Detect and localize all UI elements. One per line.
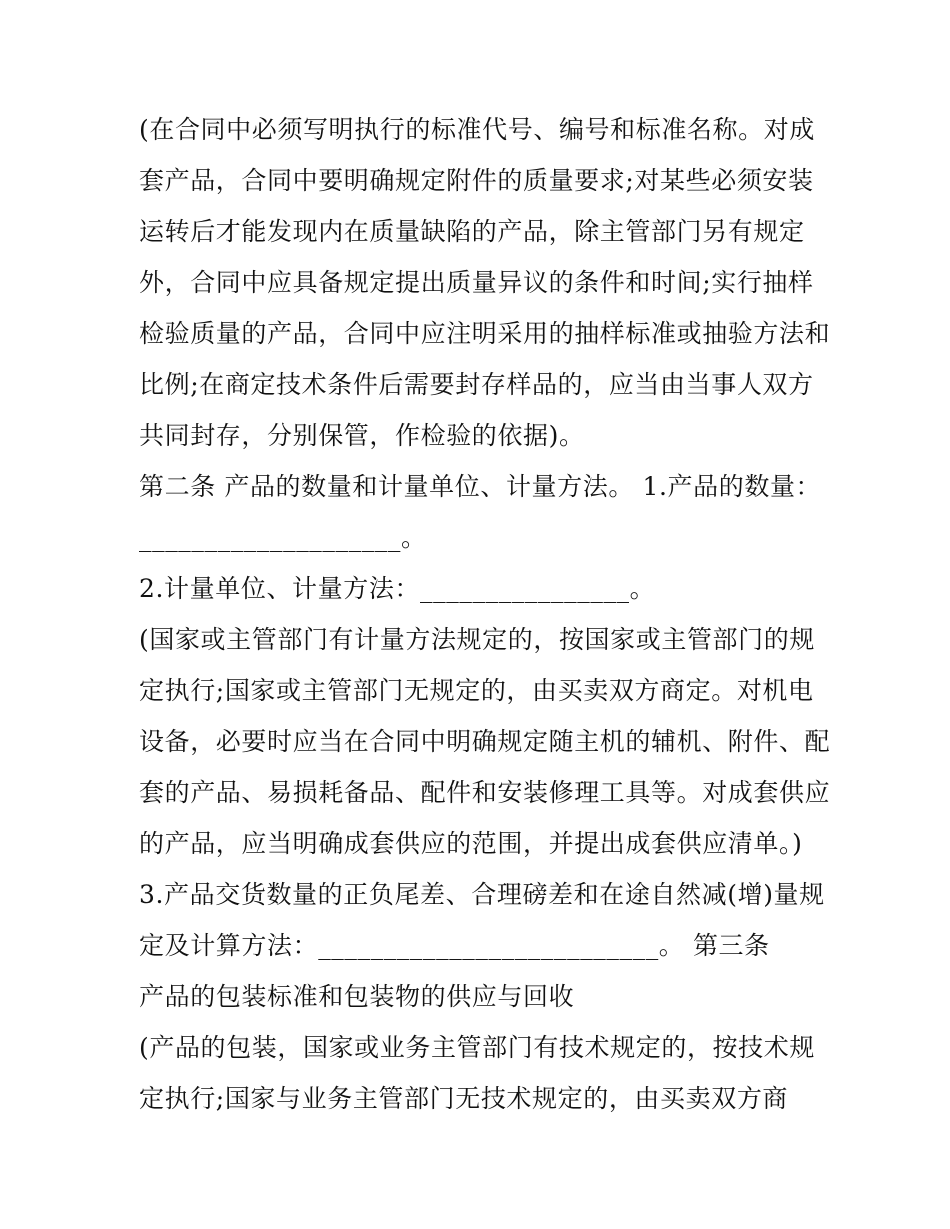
fill-blank-line: ____________________。 <box>139 523 427 552</box>
text-line: 3.产品交货数量的正负尾差、合理磅差和在途自然减(增)量规 <box>139 880 825 909</box>
text-line: (在合同中必须写明执行的标准代号、编号和标准名称。对成 <box>139 115 815 144</box>
section-heading: 第二条 产品的数量和计量单位、计量方法。 1.产品的数量： <box>139 472 822 501</box>
text-line: (国家或主管部门有计量方法规定的，按国家或主管部门的规 <box>139 625 815 654</box>
text-line: 套的产品、易损耗备品、配件和安装修理工具等。对成套供应 <box>139 778 831 807</box>
fill-blank-line: 定及计算方法：__________________________。 第三条 <box>139 931 770 960</box>
text-line: 定执行;国家或主管部门无规定的，由买卖双方商定。对机电 <box>139 676 814 705</box>
text-line: 套产品，合同中要明确规定附件的质量要求;对某些必须安装 <box>139 166 814 195</box>
fill-blank-line: 2.计量单位、计量方法：________________。 <box>139 574 656 603</box>
text-line: 外，合同中应具备规定提出质量异议的条件和时间;实行抽样 <box>139 268 814 297</box>
text-line: (产品的包装，国家或业务主管部门有技术规定的，按技术规 <box>139 1033 815 1062</box>
text-line: 运转后才能发现内在质量缺陷的产品，除主管部门另有规定 <box>139 217 805 246</box>
text-line: 的产品，应当明确成套供应的范围，并提出成套供应清单。) <box>139 829 803 858</box>
text-line: 定执行;国家与业务主管部门无技术规定的，由买卖双方商 <box>139 1084 789 1113</box>
section-heading: 产品的包装标准和包装物的供应与回收 <box>139 982 575 1011</box>
text-line: 共同封存，分别保管，作检验的依据)。 <box>139 421 585 450</box>
text-line: 检验质量的产品，合同中应注明采用的抽样标准或抽验方法和 <box>139 319 831 348</box>
text-line: 设备，必要时应当在合同中明确规定随主机的辅机、附件、配 <box>139 727 831 756</box>
text-line: 比例;在商定技术条件后需要封存样品的，应当由当事人双方 <box>139 370 814 399</box>
